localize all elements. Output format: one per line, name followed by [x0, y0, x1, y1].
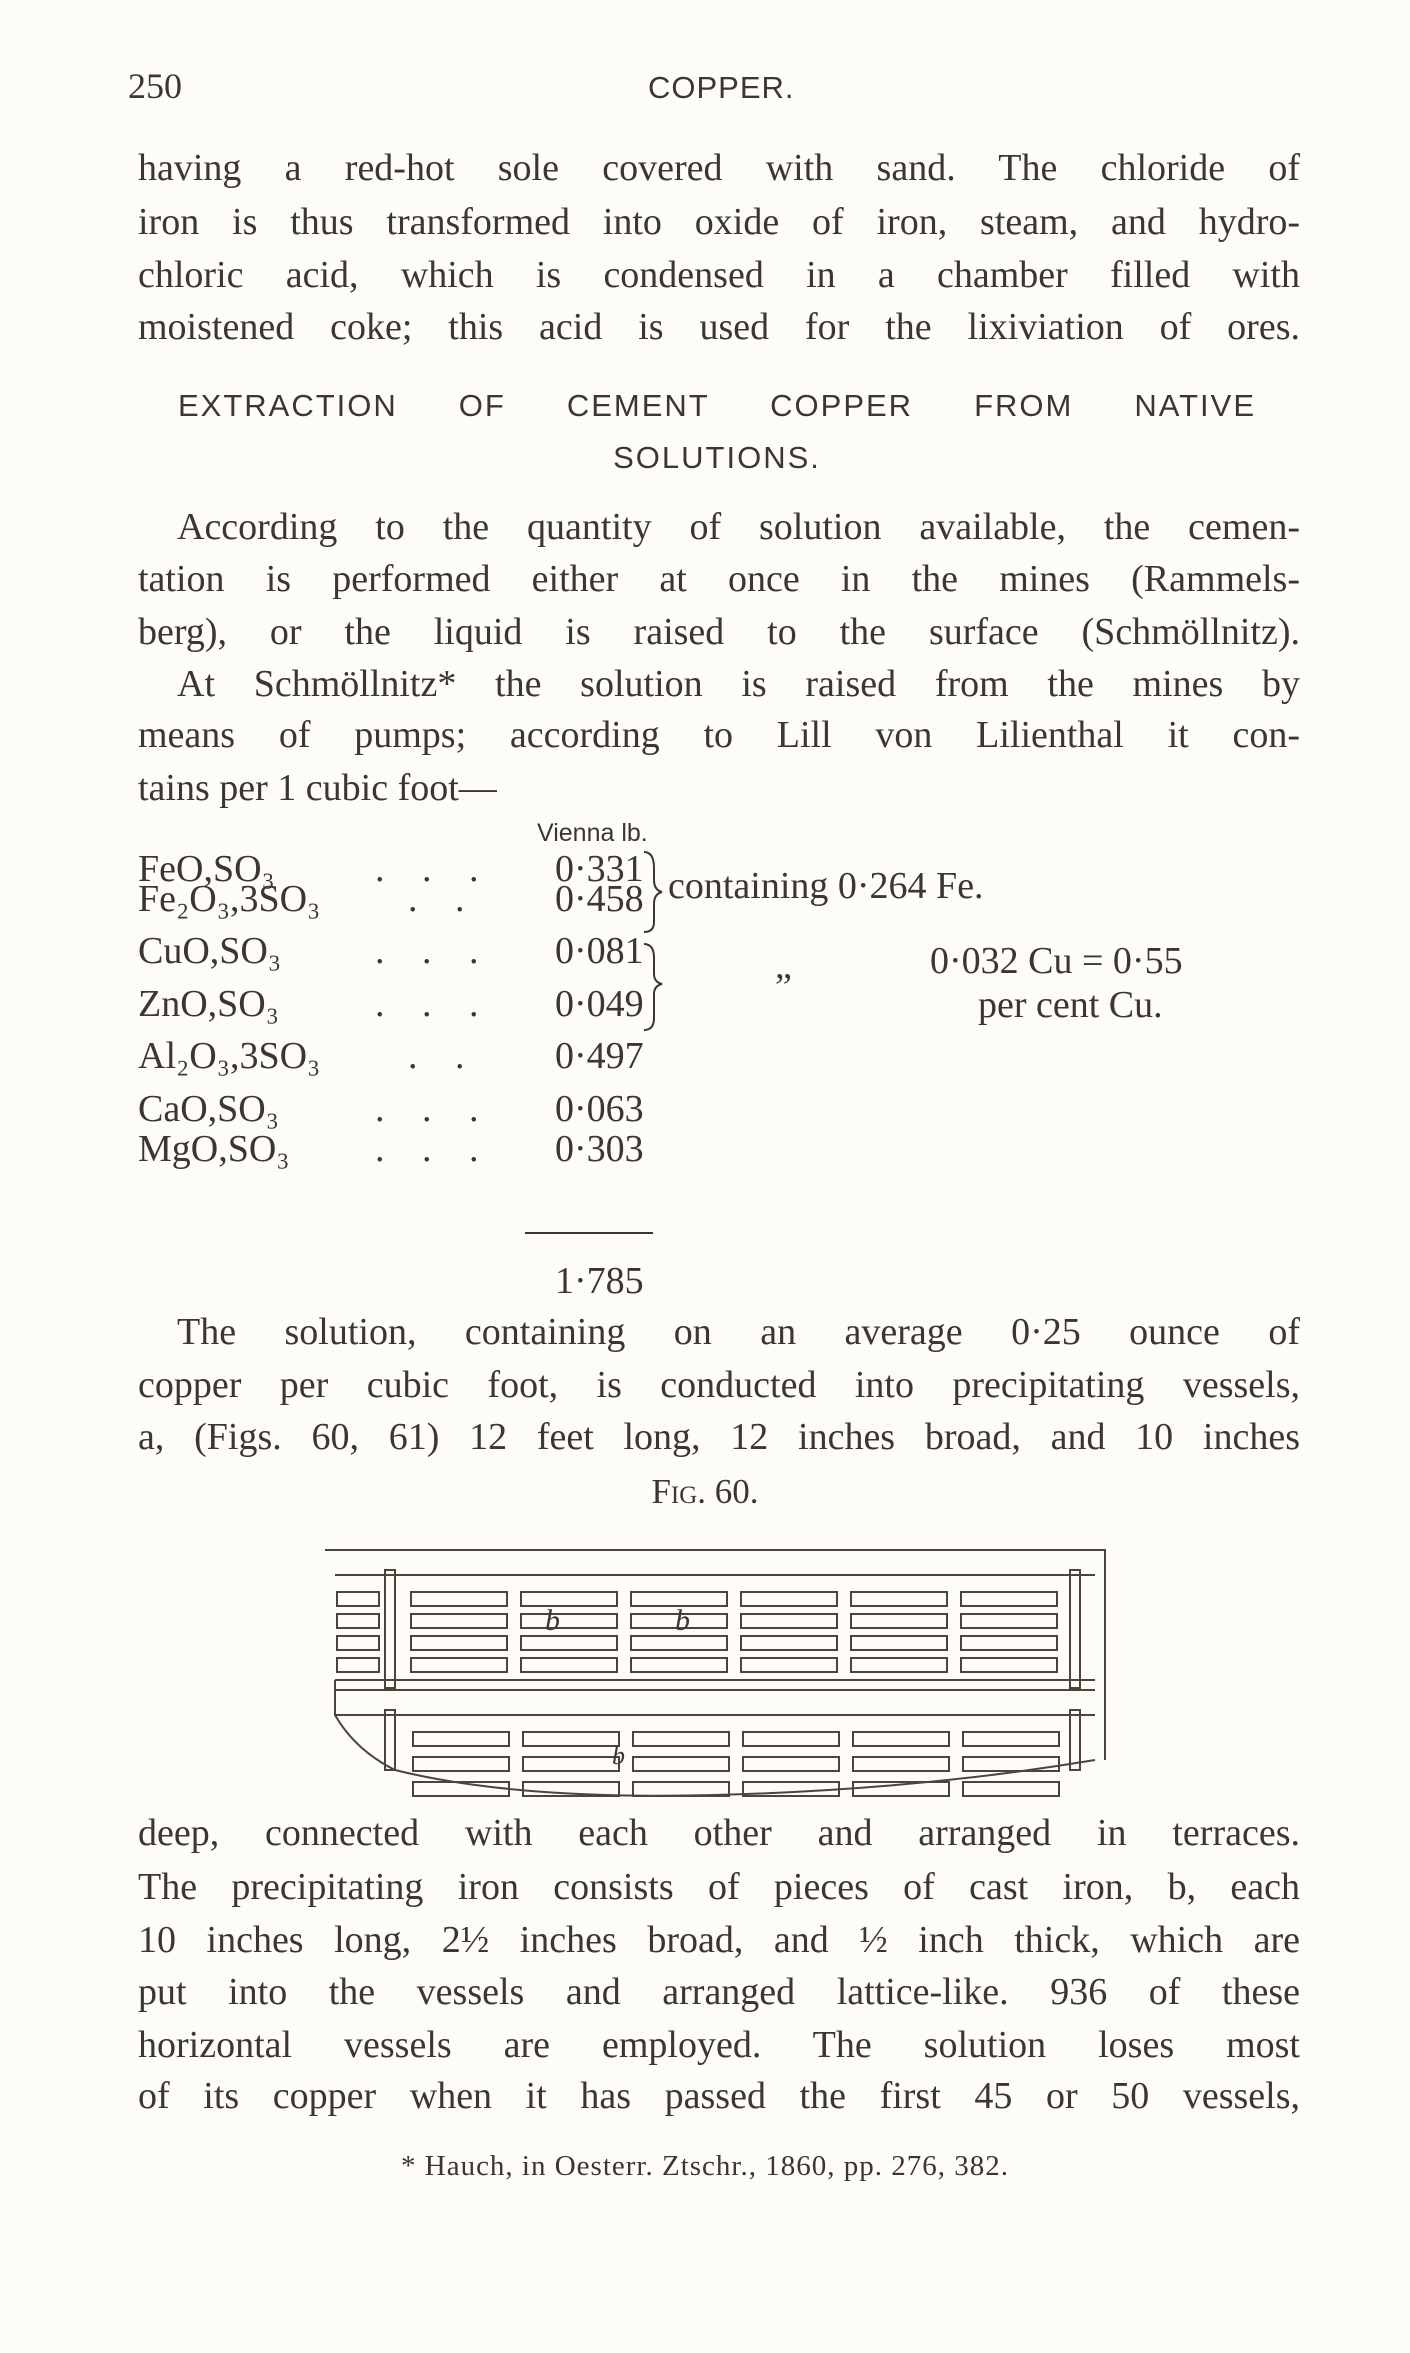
figure-iron-piece [337, 1658, 379, 1672]
figure-iron-piece [413, 1757, 509, 1771]
sum-rule [525, 1232, 653, 1234]
figure-iron-piece [631, 1658, 727, 1672]
figure-iron-piece [853, 1732, 949, 1746]
note-cu: 0·032 Cu = 0·55 [930, 940, 1183, 982]
page-number: 250 [128, 66, 182, 106]
brace-icon [640, 848, 670, 1038]
unit-header: Vienna lb. [537, 819, 648, 847]
table-row-dots: . . . [375, 930, 493, 972]
figure-label-b: b [675, 1604, 690, 1637]
figure-iron-piece [851, 1636, 947, 1650]
figure-iron-piece [961, 1636, 1057, 1650]
text-line: tains per 1 cubic foot— [138, 767, 497, 809]
text-line: having a red-hot sole covered with sand. The chloride of [138, 147, 1300, 189]
table-row-value: 0·081 [555, 930, 644, 972]
figure-iron-piece [411, 1592, 507, 1606]
table-total: 1·785 [555, 1260, 644, 1302]
ditto-mark: „ [775, 945, 792, 987]
figure-iron-piece [411, 1658, 507, 1672]
figure-iron-piece [961, 1658, 1057, 1672]
text-line: a, (Figs. 60, 61) 12 feet long, 12 inches broad, and 10 inches [138, 1416, 1300, 1458]
figure-iron-piece [963, 1782, 1059, 1796]
text-line: horizontal vessels are employed. The solution loses most [138, 2024, 1300, 2066]
figure-iron-piece [851, 1614, 947, 1628]
text-line: tation is performed either at once in the mines (Rammels- [138, 558, 1300, 600]
table-row-compound: FeO,SO₃ [138, 848, 275, 890]
text-line: 10 inches long, 2½ inches broad, and ½ inch thick, which are [138, 1919, 1300, 1961]
text-line: means of pumps; according to Lill von Lilienthal it con- [138, 714, 1300, 756]
section-heading-cont: SOLUTIONS. [613, 440, 821, 475]
table-row-dots: . . . [375, 983, 493, 1025]
figure-iron-piece [743, 1757, 839, 1771]
figure-iron-piece [741, 1592, 837, 1606]
text-line: of its copper when it has passed the first 45 or 50 vessels, [138, 2075, 1300, 2117]
figure-post [1070, 1710, 1080, 1770]
running-title: COPPER. [648, 70, 795, 105]
figure-iron-piece [521, 1658, 617, 1672]
figure-iron-piece [851, 1592, 947, 1606]
text-line: iron is thus transformed into oxide of iron, steam, and hydro- [138, 201, 1300, 243]
figure-iron-piece [741, 1614, 837, 1628]
figure-iron-piece [523, 1757, 619, 1771]
figure-iron-piece [337, 1592, 379, 1606]
table-row-compound: CuO,SO₃ [138, 930, 282, 972]
figure-iron-piece [963, 1732, 1059, 1746]
text-line: According to the quantity of solution available, the cemen- [177, 506, 1300, 548]
table-row-compound: MgO,SO₃ [138, 1128, 290, 1170]
figure-iron-piece [963, 1757, 1059, 1771]
figure-iron-piece [413, 1732, 509, 1746]
table-row-dots: . . . [375, 848, 493, 890]
note-cu-cont: per cent Cu. [978, 984, 1163, 1026]
figure-iron-piece [337, 1614, 379, 1628]
figure-iron-piece [961, 1614, 1057, 1628]
figure-iron-piece [741, 1658, 837, 1672]
table-row-dots: . . . [375, 1088, 493, 1130]
table-row-compound: ZnO,SO₃ [138, 983, 279, 1025]
table-row-value: 0·497 [555, 1035, 644, 1077]
table-row-compound: Al₂O₃,3SO₃ [138, 1035, 321, 1077]
text-line: copper per cubic foot, is conducted into precipitating vessels, [138, 1364, 1300, 1406]
figure-60-precipitating-vessels [315, 1540, 1115, 1800]
table-row-dots: . . . [375, 1128, 493, 1170]
figure-iron-piece [337, 1636, 379, 1650]
figure-caption: Fig. 60. [651, 1472, 759, 1511]
figure-iron-piece [411, 1614, 507, 1628]
text-line: chloric acid, which is condensed in a chamber filled with [138, 254, 1300, 296]
figure-label-b: b [612, 1741, 625, 1770]
text-line: The precipitating iron consists of pieces of cast iron, b, each [138, 1866, 1300, 1908]
table-row-dots: . . [408, 1035, 479, 1077]
figure-post [385, 1710, 395, 1770]
figure-outline [325, 1550, 1105, 1760]
section-heading: EXTRACTION OF CEMENT COPPER FROM NATIVE [178, 388, 1256, 423]
figure-line [335, 1575, 1095, 1715]
table-row-compound: CaO,SO₃ [138, 1088, 279, 1130]
table-row-value: 0·063 [555, 1088, 644, 1130]
text-line: put into the vessels and arranged lattice-like. 936 of these [138, 1971, 1300, 2013]
figure-iron-piece [413, 1782, 509, 1796]
figure-iron-piece [521, 1592, 617, 1606]
table-row-dots: . . [408, 878, 479, 920]
table-row-value: 0·458 [555, 878, 644, 920]
figure-iron-piece [523, 1732, 619, 1746]
note-fe: containing 0·264 Fe. [668, 865, 984, 907]
figure-broken-edge [335, 1680, 1095, 1796]
figure-iron-piece [633, 1782, 729, 1796]
figure-iron-piece [853, 1757, 949, 1771]
figure-iron-piece [633, 1757, 729, 1771]
text-line: The solution, containing on an average 0·25 ounce of [177, 1311, 1300, 1353]
text-line: deep, connected with each other and arranged in terraces. [138, 1812, 1300, 1854]
text-line: moistened coke; this acid is used for the lixiviation of ores. [138, 306, 1300, 348]
figure-iron-piece [411, 1636, 507, 1650]
figure-post [1070, 1570, 1080, 1688]
table-row-value: 0·049 [555, 983, 644, 1025]
figure-iron-piece [521, 1636, 617, 1650]
footnote: * Hauch, in Oesterr. Ztschr., 1860, pp. 276, 382. [401, 2150, 1009, 2182]
figure-iron-piece [961, 1592, 1057, 1606]
table-row-value: 0·303 [555, 1128, 644, 1170]
figure-iron-piece [851, 1658, 947, 1672]
table-row-compound: Fe₂O₃,3SO₃ [138, 878, 321, 920]
figure-iron-piece [521, 1614, 617, 1628]
figure-iron-piece [741, 1636, 837, 1650]
figure-post [385, 1570, 395, 1688]
text-line: berg), or the liquid is raised to the surface (Schmöllnitz). [138, 611, 1300, 653]
figure-iron-piece [633, 1732, 729, 1746]
figure-iron-piece [743, 1732, 839, 1746]
table-row-value: 0·331 [555, 848, 644, 890]
figure-label-b: b [545, 1604, 560, 1637]
text-line: At Schmöllnitz* the solution is raised from the mines by [177, 663, 1300, 705]
